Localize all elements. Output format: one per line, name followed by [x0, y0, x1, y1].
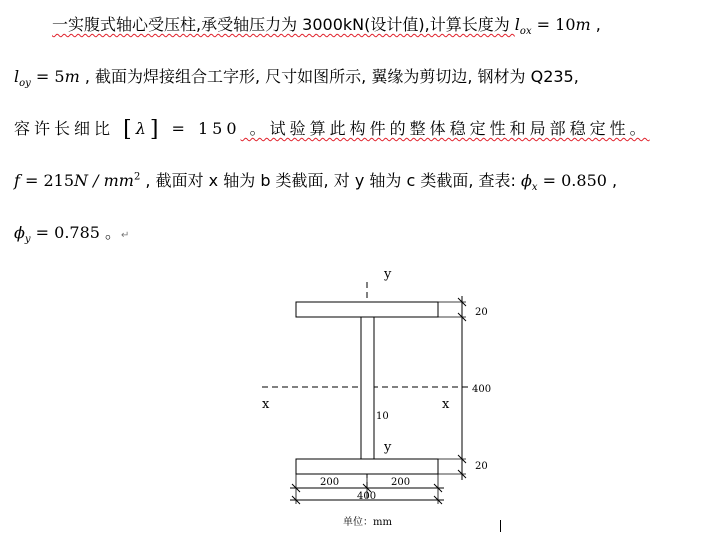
y-axis-label-bottom: y: [384, 440, 392, 455]
lox-symbol: l: [514, 15, 520, 34]
line3-text-2: 。试验算此构件的整体稳定性和局部稳定性。: [240, 119, 650, 138]
x-axis-label-left: x: [262, 397, 270, 412]
dim-half-left: 200: [320, 477, 340, 488]
phix-value: = 0.850: [537, 171, 607, 190]
f-exponent: 2: [133, 171, 141, 183]
lox-value: = 10: [531, 15, 576, 34]
line5-end: 。: [99, 223, 122, 242]
dim-height: 400: [472, 384, 492, 395]
text-cursor: [500, 520, 501, 532]
paragraph-mark-icon: ↵: [121, 230, 130, 241]
lambda-symbol: λ: [135, 119, 150, 138]
lox-subscript: ox: [519, 26, 532, 38]
lox-unit: m: [575, 15, 591, 34]
bottom-flange: [296, 459, 438, 474]
line1-end: ,: [590, 15, 601, 34]
line4-end: ,: [606, 171, 618, 190]
phix-subscript: x: [531, 182, 538, 194]
unit-caption: 单位：mm: [343, 517, 392, 528]
loy-unit: m: [64, 67, 80, 86]
dim-flange-top: 20: [475, 307, 488, 318]
line3-text-1: 容许长细比: [14, 119, 124, 138]
lambda-value: = 150: [162, 119, 241, 138]
dim-half-right: 200: [391, 477, 411, 488]
bracket-left: [: [123, 117, 136, 142]
phiy-symbol: ϕ: [14, 223, 25, 242]
loy-symbol: l: [14, 67, 20, 86]
line4-text: , 截面对 x 轴为 b 类截面, 对 y 轴为 c 类截面, 查表:: [140, 171, 521, 190]
dim-web: 10: [376, 411, 389, 422]
bracket-right: ]: [149, 117, 163, 142]
f-symbol: f: [14, 171, 20, 190]
phiy-subscript: y: [24, 234, 31, 246]
problem-text-start: 一实腹式轴心受压柱,承受轴压力为 3000kN(设计值),计算长度为: [52, 15, 515, 34]
phix-symbol: ϕ: [521, 171, 532, 190]
loy-value: = 5: [30, 67, 65, 86]
top-flange: [296, 302, 438, 317]
loy-subscript: oy: [19, 78, 31, 90]
f-unit: N / mm: [74, 171, 134, 190]
f-value: = 215: [19, 171, 75, 190]
dim-flange-bottom: 20: [475, 461, 488, 472]
phiy-value: = 0.785: [30, 223, 100, 242]
web-plate: [361, 317, 374, 459]
y-axis-label-top: y: [384, 267, 392, 282]
dim-total: 400: [357, 491, 377, 502]
line2-text: , 截面为焊接组合工字形, 尺寸如图所示, 翼缘为剪切边, 钢材为 Q235,: [79, 67, 579, 86]
x-axis-label-right: x: [442, 397, 450, 412]
